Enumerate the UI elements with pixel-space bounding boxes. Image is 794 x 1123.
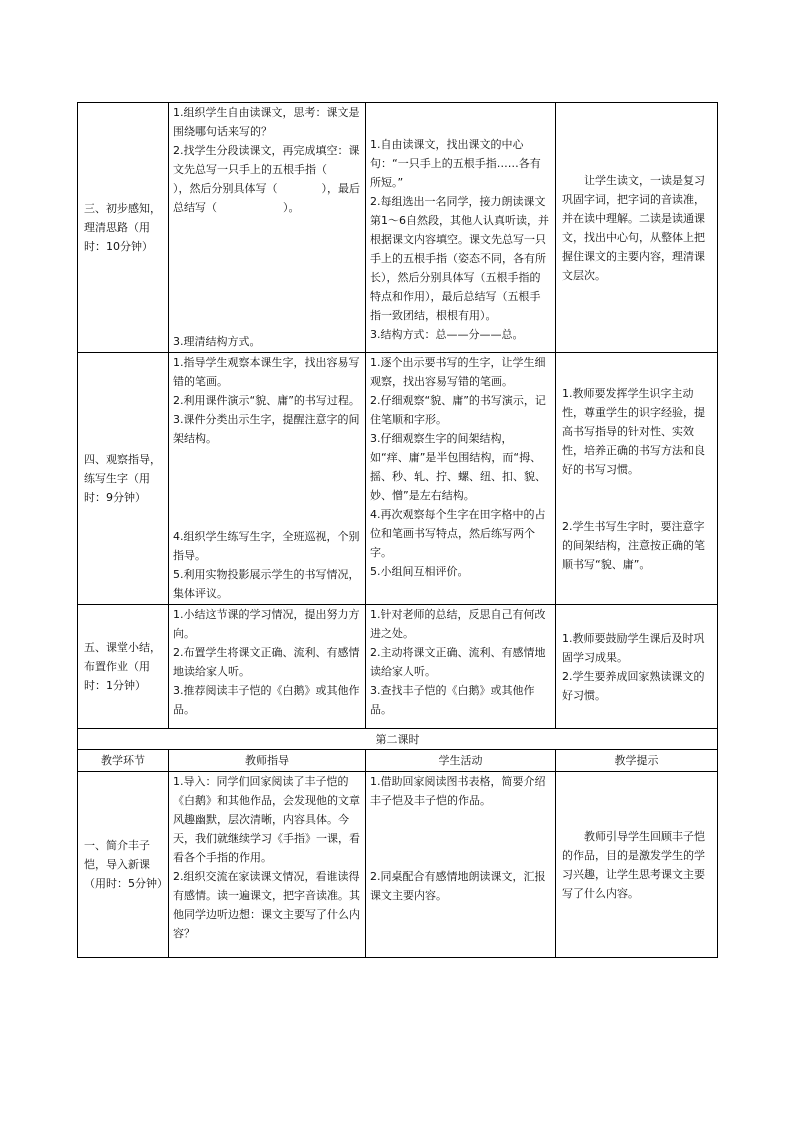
header-student: 学生活动 — [366, 750, 556, 772]
section-title: 第二课时 — [78, 729, 718, 750]
lesson-plan-table — [77, 102, 718, 958]
header-teacher: 教师指导 — [169, 750, 366, 772]
table-row — [78, 605, 718, 729]
table-row — [78, 772, 718, 958]
header-row — [78, 750, 718, 772]
stage-cell: 三、初步感知，理清思路（用时：10分钟） — [78, 103, 169, 353]
table-row — [78, 353, 718, 605]
student-cell: 1.针对老师的总结，反思自己有何改进之处。 2.主动将课文正确、流利、有感情地读给家人听。 3.查找丰子恺的《白鹅》或其他作品。 — [366, 605, 556, 729]
teacher-cell: 1.小结这节课的学习情况，提出努力方向。 2.布置学生将课文正确、流利、有感情地读给家人听。 3.推荐阅读丰子恺的《白鹅》或其他作品。 — [169, 605, 366, 729]
teacher-cell: 1.组织学生自由读课文，思考：课文是围绕哪句话来写的？ 2.找学生分段读课文，再完成填空：课文先总写一只手上的五根手指（ ），然后分别具体写（ ），最后总结写（ ）。 3.理清结构方式。 — [169, 103, 366, 353]
stage-cell: 一、简介丰子恺，导入新课（用时：5分钟） — [78, 772, 169, 958]
hint-cell: 教师引导学生回顾丰子恺的作品，目的是激发学生的学习兴趣，让学生思考课文主要写了什么内容。 — [556, 772, 718, 958]
hint-cell: 1.教师要鼓励学生课后及时巩固学习成果。 2.学生要养成回家熟读课文的好习惯。 — [556, 605, 718, 729]
header-hint: 教学提示 — [556, 750, 718, 772]
student-cell: 1.借助回家阅读图书表格，简要介绍丰子恺及丰子恺的作品。 2.同桌配合有感情地朗读课文，汇报课文主要内容。 — [366, 772, 556, 958]
teacher-cell: 1.导入：同学们回家阅读了丰子恺的《白鹅》和其他作品，会发现他的文章风趣幽默，层次清晰，内容具体。今天，我们就继续学习《手指》一课，看看各个手指的作用。 2.组织交流在家读课文情况，看谁读得有感情。读一遍课文，把字音读准。其他同学边听边想：课文主要写了什么内容？ — [169, 772, 366, 958]
stage-cell: 四、观察指导，练写生字（用时：9分钟） — [78, 353, 169, 605]
table-row — [78, 103, 718, 353]
stage-cell: 五、课堂小结，布置作业（用时：1分钟） — [78, 605, 169, 729]
student-cell: 1.逐个出示要书写的生字，让学生细观察，找出容易写错的笔画。 2.仔细观察“貌、庸”的书写演示，记住笔顺和字形。 3.仔细观察生字的间架结构，如“痒、庸”是半包围结构，而“拇、摇、秒、轧、拧、螺、纽、扣、貌、妙、憎”是左右结构。 4.再次观察每个生字在田字格中的占位和笔画书写特点，然后练写两个字。 5.小组间互相评价。 — [366, 353, 556, 605]
hint-cell: 1.教师要发挥学生识字主动性，尊重学生的识字经验，提高书写指导的针对性、实效性，培养正确的书写方法和良好的书写习惯。 2.学生书写生字时，要注意字的间架结构，注意按正确的笔顺书写“貌、庸”。 — [556, 353, 718, 605]
section-title-row — [78, 729, 718, 750]
student-cell: 1.自由读课文，找出课文的中心句：“一只手上的五根手指……各有所短。” 2.每组选出一名同学，接力朗读课文第1～6自然段，其他人认真听读，并根据课文内容填空。课文先总写一只手上的五根手指（姿态不同，各有所长），然后分别具体写（五根手指的特点和作用），最后总结写（五根手指一致团结，根根有用）。 3.结构方式：总——分——总。 — [366, 103, 556, 353]
header-stage: 教学环节 — [78, 750, 169, 772]
teacher-cell: 1.指导学生观察本课生字，找出容易写错的笔画。 2.利用课件演示“貌、庸”的书写过程。 3.课件分类出示生字，提醒注意字的间架结构。 4.组织学生练写生字，全班巡视，个别指导。 5.利用实物投影展示学生的书写情况，集体评议。 — [169, 353, 366, 605]
hint-cell: 让学生读文，一读是复习巩固字词，把字词的音读准，并在读中理解。二读是读通课文，找出中心句，从整体上把握住课文的主要内容，理清课文层次。 — [556, 103, 718, 353]
